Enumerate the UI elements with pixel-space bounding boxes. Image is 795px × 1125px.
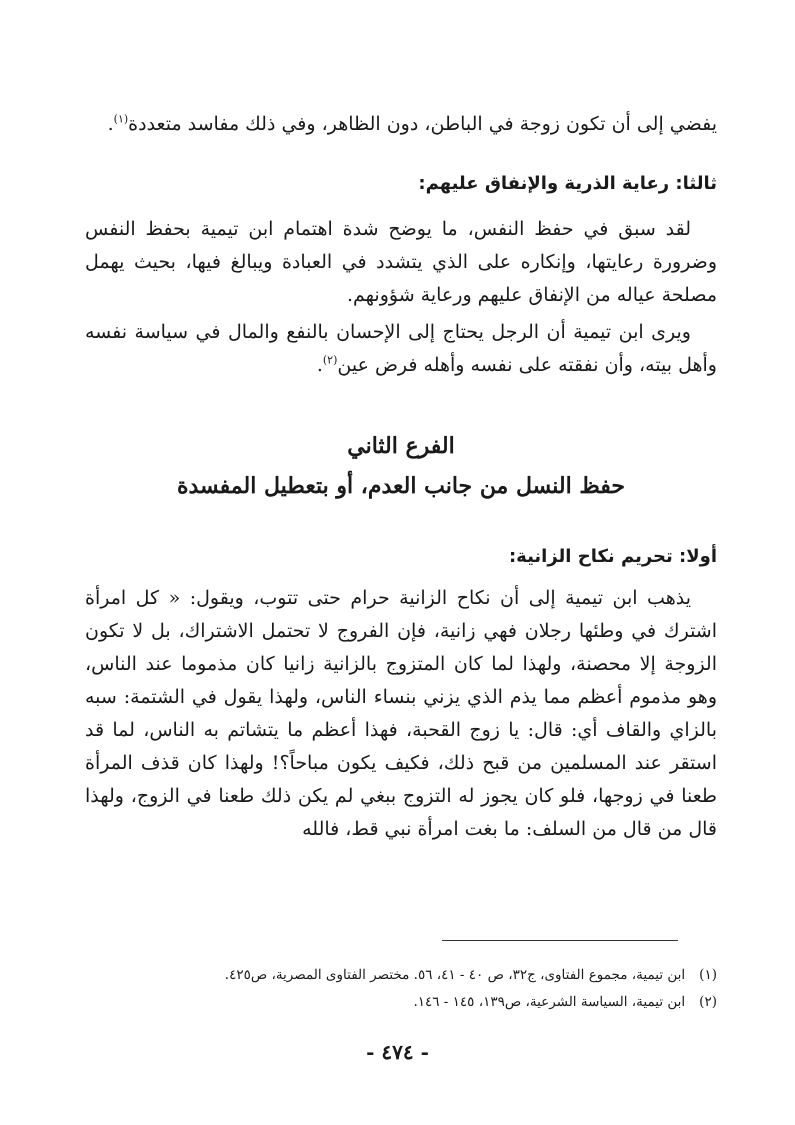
paragraph-marriage-ruling: يذهب ابن تيمية إلى أن نكاح الزانية حرام حتى تتوب، ويقول: « كل امرأة اشترك في وطئها رجلان فهي زانية، فإن الفروج لا تحتمل الاشتراك، بل لا تكون الزوجة إلا محصنة، ولهذا لما كان المتزوج بالزانية زانيا كان مذموما عند الناس، وهو مذموم أعظم مما يذم الذي يزني بنساء الناس، ولهذا يقول في الشتمة: سبه بالزاي والقاف أي: قال: يا زوج القحبة، فهذا أعظم ما يتشاتم به الناس، لما قد استقر عند المسلمين من قبح ذلك، فكيف يكون مباحاً؟! ولهذا كان قذف المرأة طعنا في زوجها، فلو كان يجوز له التزوج ببغي لم يكن ذلك طعنا في الزوج، ولهذا قال من قال من السلف: ما بغت امرأة نبي قط، فالله xyxy=(85,587,717,840)
footnote-number: (٢) xyxy=(699,994,717,1010)
paragraph-provision: ويرى ابن تيمية أن الرجل يحتاج إلى الإحسان بالنفع والمال في سياسة نفسه وأهل بيته، وأن نفقته على نفسه وأهله فرض عين$^{(٢)}$. xyxy=(85,321,717,376)
page-number: - ٤٧٤ - xyxy=(366,1040,429,1064)
footnote-text: ابن تيمية، مجموع الفتاوى، ج٣٢، ص ٤٠ - ٤١، ٥٦. مختصر الفتاوى المصرية، ص٤٢٥. xyxy=(224,967,686,983)
section-subtitle: حفظ النسل من جانب العدم، أو بتعطيل المفسدة xyxy=(176,473,626,499)
footnotes xyxy=(85,962,717,1016)
footnote-divider xyxy=(442,940,678,941)
heading-third-point: ثالثا: رعاية الذرية والإنفاق عليهم: xyxy=(418,173,717,194)
footnote-ref-2: (٢) xyxy=(322,353,338,367)
main-text xyxy=(85,108,717,846)
heading-first-point: أولا: تحريم نكاح الزانية: xyxy=(508,546,717,567)
paragraph-continued: يفضي إلى أن تكون زوجة في الباطن، دون الظاهر، وفي ذلك مفاسد متعددة$^{(١)}$. xyxy=(107,112,717,135)
footnote-text: ابن تيمية، السياسة الشرعية، ص١٣٩، ١٤٥ - ١٤٦. xyxy=(413,994,686,1010)
section-title: الفرع الثاني xyxy=(347,433,455,459)
footnote-ref-1: (١) xyxy=(113,112,129,126)
footnote-item xyxy=(85,962,717,989)
footnote-number: (١) xyxy=(699,967,717,983)
footnote-item xyxy=(85,989,717,1016)
paragraph-self-preservation: لقد سبق في حفظ النفس، ما يوضح شدة اهتمام ابن تيمية بحفظ النفس وضرورة رعايتها، وإنكاره على الذي يتشدد في العبادة ويبالغ فيها، بحيث يهمل مصلحة عياله من الإنفاق عليهم ورعاية شؤونهم. xyxy=(85,218,717,306)
